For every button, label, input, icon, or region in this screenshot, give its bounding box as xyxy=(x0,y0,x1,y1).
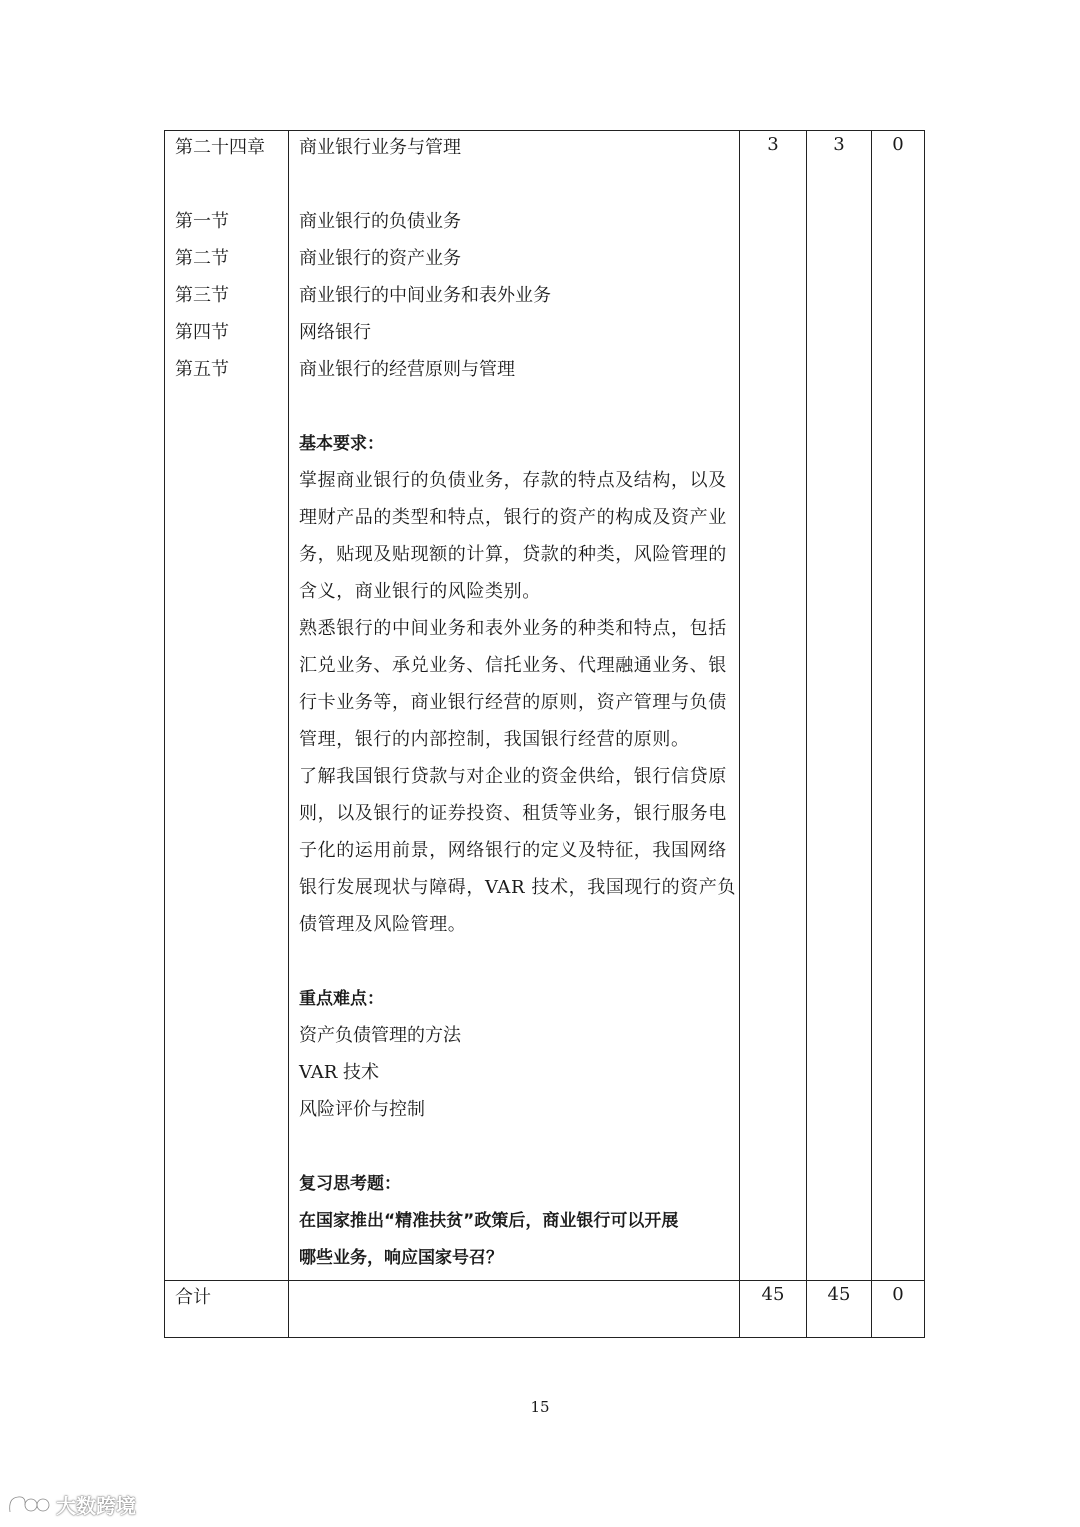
requirements-line: 理财产品的类型和特点，银行的资产的构成及资产业 xyxy=(299,507,727,528)
section-title: 商业银行的中间业务和表外业务 xyxy=(299,285,551,306)
total-hours-total: 45 xyxy=(740,1281,807,1338)
total-label-cell xyxy=(165,1281,289,1338)
chapter-hours-lecture: 3 xyxy=(807,131,872,1281)
total-label: 合计 xyxy=(175,1287,211,1308)
requirements-line: 了解我国银行贷款与对企业的资金供给，银行信贷原 xyxy=(299,766,727,787)
requirements-line: 含义，商业银行的风险类别。 xyxy=(299,581,541,602)
chapter-row xyxy=(165,131,925,1281)
syllabus-table xyxy=(164,130,925,1338)
section-title: 商业银行的经营原则与管理 xyxy=(299,359,515,380)
requirements-line: 熟悉银行的中间业务和表外业务的种类和特点，包括 xyxy=(299,618,727,639)
review-heading: 复习思考题： xyxy=(299,1174,401,1194)
page-number: 15 xyxy=(530,1398,550,1416)
key-points-heading: 重点难点： xyxy=(299,989,384,1009)
requirements-line: 务，贴现及贴现额的计算，贷款的种类，风险管理的 xyxy=(299,544,727,565)
chapter-content-cell xyxy=(289,131,740,1281)
requirements-heading: 基本要求： xyxy=(299,434,384,454)
section-label: 第三节 xyxy=(175,285,229,306)
total-row xyxy=(165,1281,925,1338)
chapter-title: 商业银行业务与管理 xyxy=(299,137,461,158)
requirements-line: 债管理及风险管理。 xyxy=(299,914,467,935)
section-label: 第四节 xyxy=(175,322,229,343)
requirements-line: 则，以及银行的证券投资、租赁等业务，银行服务电 xyxy=(299,803,727,824)
chapter-label-cell xyxy=(165,131,289,1281)
requirements-line: 子化的运用前景，网络银行的定义及特征，我国网络 xyxy=(299,840,727,861)
review-question-line: 哪些业务，响应国家号召？ xyxy=(299,1248,503,1268)
section-label: 第一节 xyxy=(175,211,229,232)
requirements-line: 掌握商业银行的负债业务，存款的特点及结构，以及 xyxy=(299,470,727,491)
key-point-item: VAR 技术 xyxy=(299,1062,380,1083)
requirements-line: 汇兑业务、承兑业务、信托业务、代理融通业务、银 xyxy=(299,655,727,676)
requirements-line: 管理，银行的内部控制，我国银行经营的原则。 xyxy=(299,729,690,750)
requirements-line: 行卡业务等，商业银行经营的原则，资产管理与负债 xyxy=(299,692,727,713)
chapter-hours-total: 3 xyxy=(740,131,807,1281)
watermark-text: 大数跨境 xyxy=(56,1494,136,1518)
total-content-cell xyxy=(289,1281,740,1338)
watermark xyxy=(6,1490,136,1519)
chapter-hours-practice: 0 xyxy=(872,131,925,1281)
key-point-item: 风险评价与控制 xyxy=(299,1099,425,1120)
section-title: 网络银行 xyxy=(299,322,371,343)
requirements-line: 银行发展现状与障碍，VAR 技术，我国现行的资产负 xyxy=(299,877,737,898)
total-hours-lecture: 45 xyxy=(807,1281,872,1338)
section-label: 第二节 xyxy=(175,248,229,269)
section-title: 商业银行的负债业务 xyxy=(299,211,461,232)
total-hours-practice: 0 xyxy=(872,1281,925,1338)
watermark-logo-icon xyxy=(6,1492,52,1518)
review-question-line: 在国家推出“精准扶贫”政策后，商业银行可以开展 xyxy=(299,1211,679,1231)
chapter-label: 第二十四章 xyxy=(175,137,265,158)
section-title: 商业银行的资产业务 xyxy=(299,248,461,269)
section-label: 第五节 xyxy=(175,359,229,380)
key-point-item: 资产负债管理的方法 xyxy=(299,1025,461,1046)
